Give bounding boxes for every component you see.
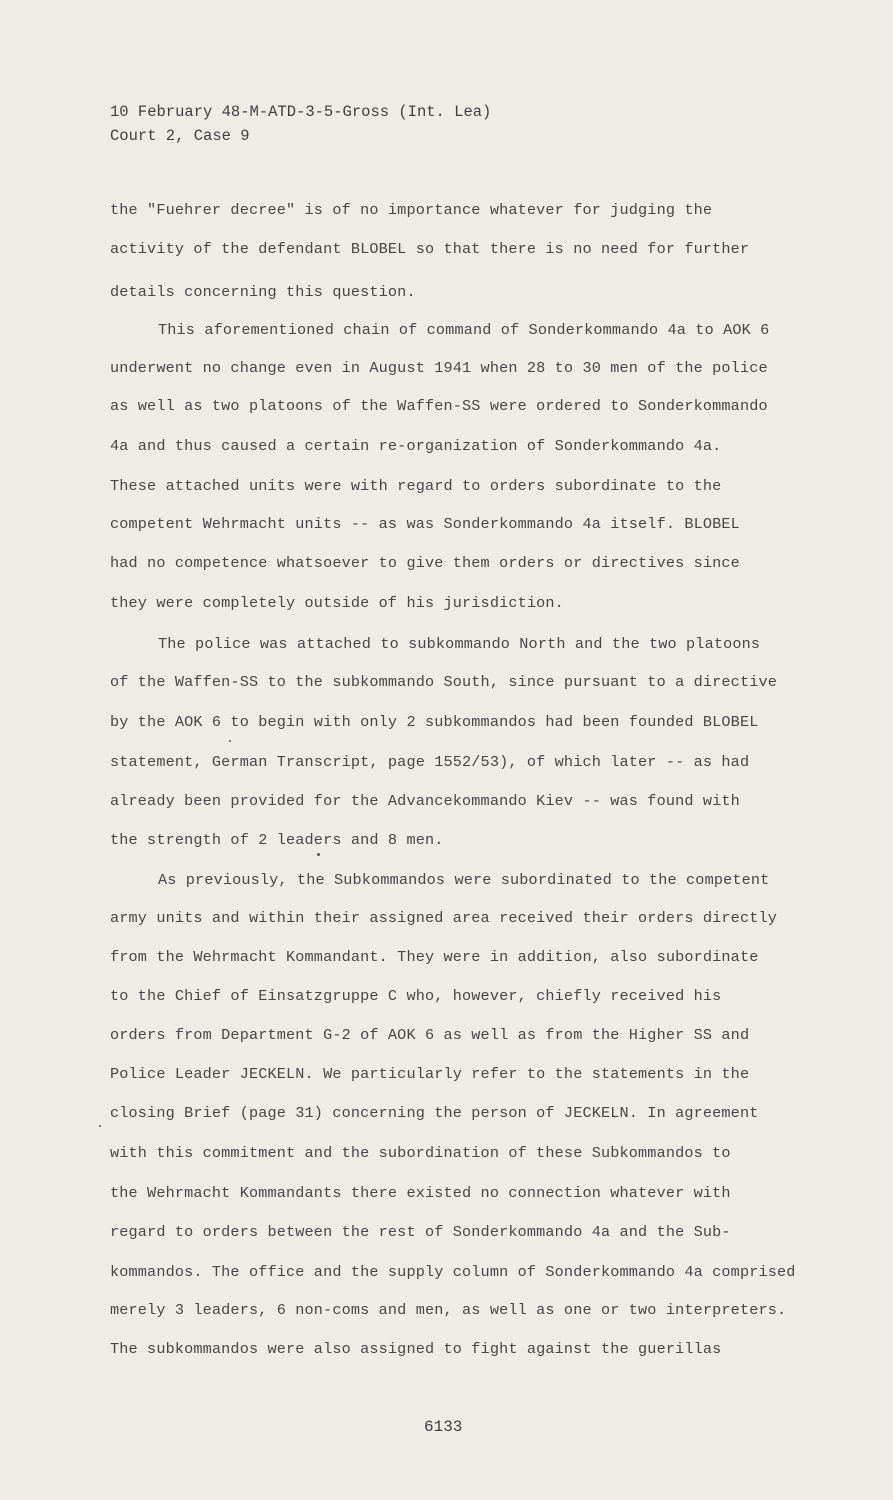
body-line: the "Fuehrer decree" is of no importance whatever for judging the xyxy=(110,201,713,219)
body-line: 4a and thus caused a certain re-organization of Sonderkommando 4a. xyxy=(110,437,722,455)
body-line: underwent no change even in August 1941 when 28 to 30 men of the police xyxy=(110,359,768,377)
body-line: merely 3 leaders, 6 non-coms and men, as well as one or two interpreters. xyxy=(110,1301,787,1319)
body-line: to the Chief of Einsatzgruppe C who, however, chiefly received his xyxy=(110,987,722,1005)
body-line: The subkommandos were also assigned to fight against the guerillas xyxy=(110,1340,722,1358)
body-line: from the Wehrmacht Kommandant. They were in addition, also subordinate xyxy=(110,948,759,966)
body-line: Police Leader JECKELN. We particularly refer to the statements in the xyxy=(110,1065,750,1083)
ink-speck xyxy=(99,1125,101,1127)
body-line: by the AOK 6 to begin with only 2 subkommandos had been founded BLOBEL xyxy=(110,713,759,731)
body-line: These attached units were with regard to orders subordinate to the xyxy=(110,477,722,495)
body-line: As previously, the Subkommandos were subordinated to the competent xyxy=(158,871,770,889)
body-line: already been provided for the Advancekommando Kiev -- was found with xyxy=(110,792,740,810)
body-line: the strength of 2 leaders and 8 men. xyxy=(110,831,444,849)
body-line: of the Waffen-SS to the subkommando South, since pursuant to a directive xyxy=(110,673,778,691)
body-line: statement, German Transcript, page 1552/53), of which later -- as had xyxy=(110,753,750,771)
body-line: as well as two platoons of the Waffen-SS were ordered to Sonderkommando xyxy=(110,397,768,415)
body-line: details concerning this question. xyxy=(110,283,416,301)
body-line: kommandos. The office and the supply column of Sonderkommando 4a comprised xyxy=(110,1263,796,1281)
body-line: The police was attached to subkommando North and the two platoons xyxy=(158,635,761,653)
page-number: 6133 xyxy=(424,1418,463,1436)
ink-speck xyxy=(317,853,320,856)
header-date-reference: 10 February 48-M-ATD-3-5-Gross (Int. Lea) xyxy=(110,103,492,121)
body-line: activity of the defendant BLOBEL so that there is no need for further xyxy=(110,240,750,258)
body-line: orders from Department G-2 of AOK 6 as well as from the Higher SS and xyxy=(110,1026,750,1044)
body-line: closing Brief (page 31) concerning the person of JECKELN. In agreement xyxy=(110,1104,759,1122)
body-line: competent Wehrmacht units -- as was Sonderkommando 4a itself. BLOBEL xyxy=(110,515,740,533)
body-line: with this commitment and the subordination of these Subkommandos to xyxy=(110,1144,731,1162)
body-line: regard to orders between the rest of Sonderkommando 4a and the Sub- xyxy=(110,1223,731,1241)
body-line: had no competence whatsoever to give them orders or directives since xyxy=(110,554,740,572)
header-court-case: Court 2, Case 9 xyxy=(110,127,250,145)
body-line: army units and within their assigned area received their orders directly xyxy=(110,909,778,927)
body-line: the Wehrmacht Kommandants there existed no connection whatever with xyxy=(110,1184,731,1202)
body-line: This aforementioned chain of command of Sonderkommando 4a to AOK 6 xyxy=(158,321,770,339)
document-header xyxy=(110,100,491,148)
body-line: they were completely outside of his jurisdiction. xyxy=(110,594,564,612)
ink-speck xyxy=(229,740,231,742)
